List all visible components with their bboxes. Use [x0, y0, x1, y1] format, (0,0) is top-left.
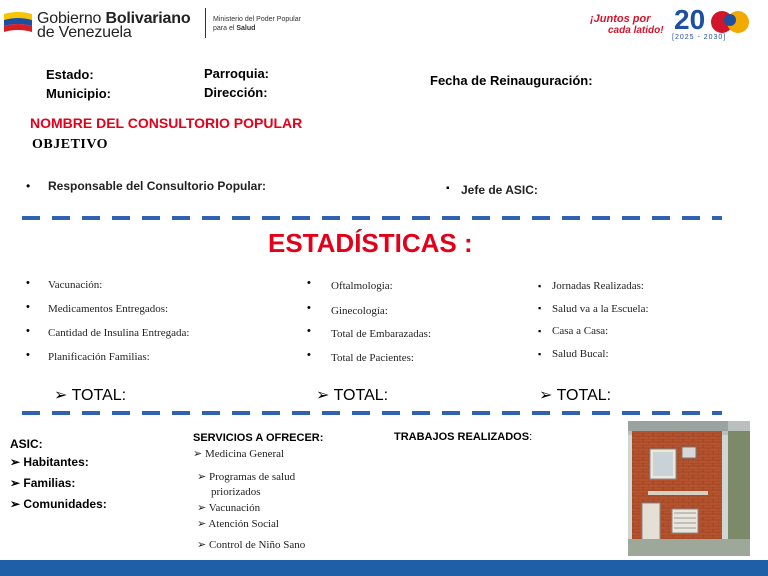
year-logo: [670, 6, 754, 46]
year-logo-subtitle: [2025 - 2030]: [672, 34, 727, 41]
arrow-icon: ➢: [10, 455, 21, 469]
consultorio-building-photo: [628, 421, 750, 556]
stat-item: Planificación Familias:: [48, 351, 150, 363]
stat-item: Vacunación:: [48, 279, 103, 291]
total-col3: ➢ TOTAL:: [539, 387, 612, 404]
fecha-label: Fecha de Reinauguración:: [430, 73, 593, 88]
stat-item: Salud va a la Escuela:: [552, 303, 649, 315]
bullet: •: [307, 325, 311, 337]
dashed-divider-top: [22, 216, 722, 220]
service-item: ➢ Control de Niño Sano: [197, 539, 306, 551]
square-bullet: ▪: [538, 303, 542, 313]
statistics-title: ESTADÍSTICAS :: [268, 228, 473, 258]
service-item: ➢ Medicina General: [193, 448, 285, 460]
responsable-bullet: •: [26, 179, 31, 193]
dashed-divider-bottom: [22, 411, 722, 415]
servicios-title: SERVICIOS A OFRECER:: [193, 432, 324, 444]
objetivo-label: OBJETIVO: [32, 137, 109, 152]
service-item: ➢ Vacunación: [197, 502, 261, 514]
government-name-line2: de Venezuela: [37, 24, 132, 41]
consultorio-name-title: NOMBRE DEL CONSULTORIO POPULAR: [30, 115, 303, 131]
government-name-line1: Gobierno Bolivariano: [37, 10, 191, 27]
stat-item: Total de Pacientes:: [331, 352, 414, 364]
trabajos-title: TRABAJOS REALIZADOS:: [394, 431, 533, 443]
square-bullet: ▪: [538, 281, 542, 291]
stat-item: Ginecología:: [331, 305, 388, 317]
venezuela-flag-icon: [2, 10, 34, 36]
square-bullet: ▪: [538, 326, 542, 336]
service-item: ➢ Atención Social: [197, 518, 279, 530]
bullet: •: [26, 325, 30, 337]
asic-item: ➢ Comunidades:: [10, 497, 107, 511]
slogan-line1: ¡Juntos por: [590, 13, 651, 25]
arrow-icon: ➢: [197, 502, 207, 514]
parroquia-label: Parroquia:: [204, 66, 270, 81]
arrow-icon: ➢: [539, 387, 553, 404]
stat-item: Jornadas Realizadas:: [552, 280, 644, 292]
municipio-label: Municipio:: [46, 86, 111, 101]
direccion-label: Dirección:: [204, 85, 268, 100]
arrow-icon: ➢: [10, 476, 21, 490]
stat-item: Total de Embarazadas:: [331, 328, 432, 340]
arrow-icon: ➢: [54, 387, 68, 404]
year-logo-text: 20: [674, 4, 706, 35]
slogan-line2: cada latido!: [608, 25, 664, 36]
bottom-bar: [0, 560, 768, 576]
responsable-label: Responsable del Consultorio Popular:: [48, 179, 267, 193]
arrow-icon: ➢: [193, 448, 203, 460]
bullet: •: [307, 302, 311, 314]
bullet: •: [26, 301, 30, 313]
jefe-label: Jefe de ASIC:: [461, 183, 538, 197]
heart-logo-icon: [710, 8, 750, 36]
stat-item: Medicamentos Entregados:: [48, 303, 169, 315]
jefe-bullet: ▪: [446, 183, 450, 194]
square-bullet: ▪: [538, 349, 542, 359]
service-item: ➢ Programas de salud: [197, 471, 296, 483]
asic-item: ➢ Familias:: [10, 476, 76, 490]
bullet: •: [26, 277, 30, 289]
bullet: •: [307, 349, 311, 361]
asic-title: ASIC:: [10, 437, 43, 451]
stat-item: Casa a Casa:: [552, 325, 609, 337]
estado-label: Estado:: [46, 67, 94, 82]
header-divider: [205, 8, 206, 38]
total-col2: ➢ TOTAL:: [316, 387, 389, 404]
total-col1: ➢ TOTAL:: [54, 387, 127, 404]
bullet: •: [26, 349, 30, 361]
arrow-icon: ➢: [197, 518, 207, 530]
asic-item: ➢ Habitantes:: [10, 455, 89, 469]
service-item-continuation: priorizados: [211, 486, 261, 498]
arrow-icon: ➢: [10, 497, 21, 511]
stat-item: Oftalmologia:: [331, 280, 393, 292]
bullet: •: [307, 277, 311, 289]
arrow-icon: ➢: [197, 471, 207, 483]
stat-item: Cantidad de Insulina Entregada:: [48, 327, 190, 339]
stat-item: Salud Bucal:: [552, 348, 609, 360]
ministry-line1: Ministerio del Poder Popular: [213, 16, 301, 23]
ministry-line2: para el Salud: [213, 25, 256, 32]
arrow-icon: ➢: [316, 387, 330, 404]
arrow-icon: ➢: [197, 539, 207, 551]
